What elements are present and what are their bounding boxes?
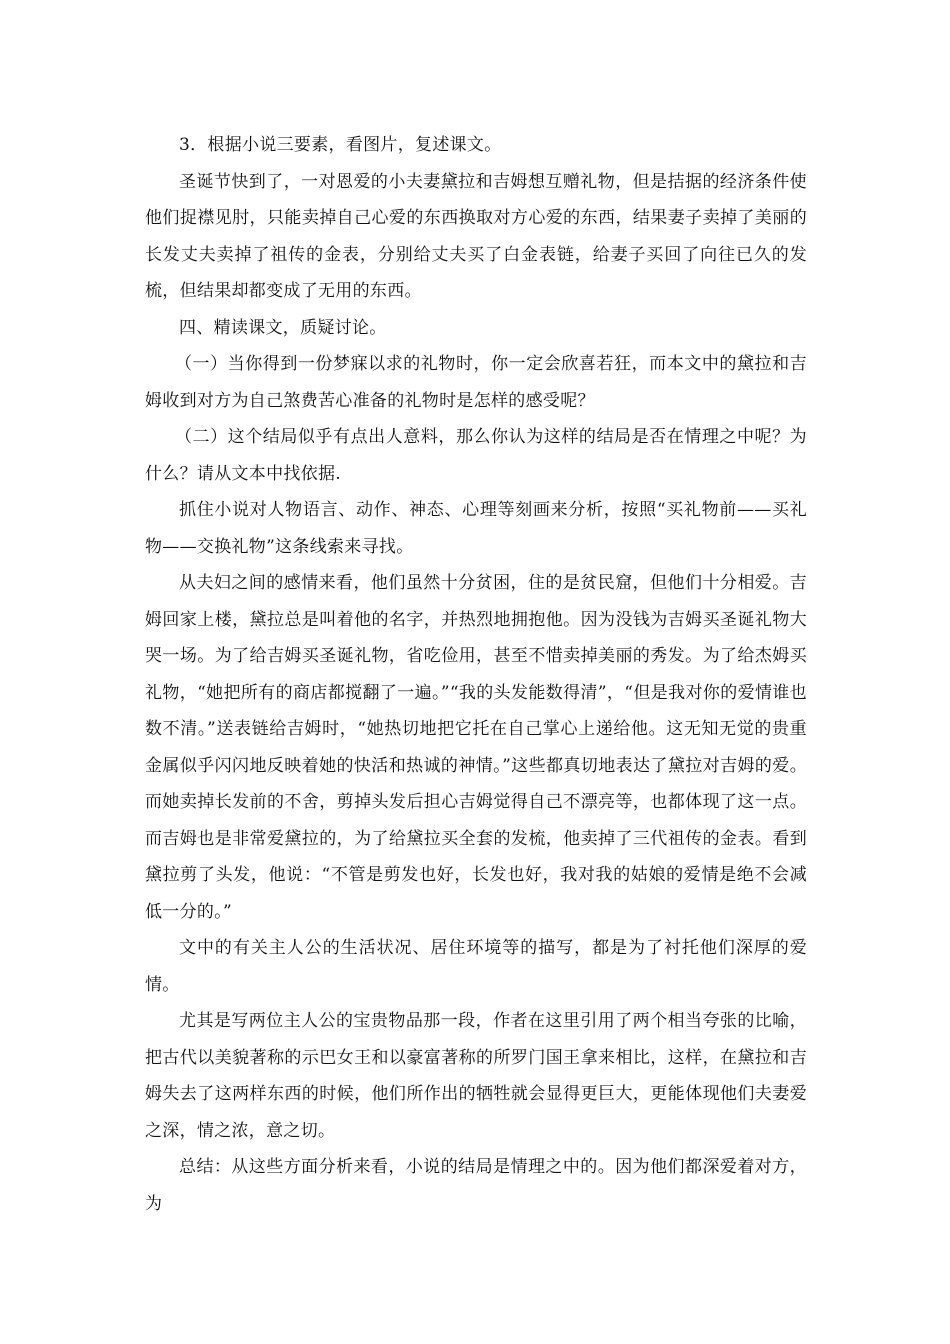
paragraph-section-four-heading: 四、精读课文，质疑讨论。	[179, 317, 387, 338]
paragraph-question-two: （二）这个结局似乎有点出人意料，那么你认为这样的结局是否在情理之中呢？为什么？请从文本中找依据.	[145, 427, 807, 484]
paragraph-retell-heading: 3．根据小说三要素，看图片，复述课文。	[179, 135, 502, 155]
paragraph-couple-feelings: 从夫妇之间的感情来看，他们虽然十分贫困，住的是贫民窟，但他们十分相爱。吉姆回家上楼，黛拉总是叫着他的名字，并热烈地拥抱他。因为没钱为吉姆买圣诞礼物大哭一场。为了给吉姆买圣诞礼物，省吃俭用，甚至不惜卖掉美丽的秀发。为了给杰姆买礼物，“她把所有的商店都搅翻了一遍。”“我的头发能数得清”，“但是我对你的爱情谁也数不清。”送表链给吉姆时，“她热切地把它托在自己掌心上递给他。这无知无觉的贵重金属似乎闪闪地反映着她的快活和热诚的神情。”这些都真切地表达了黛拉对吉姆的爱。而她卖掉长发前的不舍，剪掉头发后担心吉姆觉得自己不漂亮等，也都体现了这一点。而吉姆也是非常爱黛拉的，为了给黛拉买全套的发梳，他卖掉了三代祖传的金表。看到黛拉剪了头发，他说：“不管是剪发也好，长发也好，我对我的姑娘的爱情是绝不会减低一分的。”	[145, 573, 807, 922]
paragraph-metaphors: 尤其是写两位主人公的宝贵物品那一段，作者在这里引用了两个相当夸张的比喻，把古代以美貌著称的示巴女王和以豪富著称的所罗门国王拿来相比，这样，在黛拉和吉姆失去了这两样东西的时候，他们所作出的牺牲就会显得更巨大，更能体现他们夫妻爱之深，情之浓，意之切。	[145, 1011, 807, 1141]
paragraph-question-one: （一）当你得到一份梦寐以求的礼物时，你一定会欣喜若狂，而本文中的黛拉和吉姆收到对方为自己煞费苦心准备的礼物时是怎样的感受呢？	[145, 354, 807, 411]
paragraph-analysis-method: 抓住小说对人物语言、动作、神态、心理等刻画来分析，按照“买礼物前——买礼物——交换礼物”这条线索来寻找。	[145, 500, 807, 557]
document-page	[145, 127, 807, 1222]
paragraph-summary: 圣诞节快到了，一对恩爱的小夫妻黛拉和吉姆想互赠礼物，但是拮据的经济条件使他们捉襟见肘，只能卖掉自己心爱的东西换取对方心爱的东西，结果妻子卖掉了美丽的长发丈夫卖掉了祖传的金表，分别给丈夫买了白金表链，给妻子买回了向往已久的发梳，但结果却都变成了无用的东西。	[145, 171, 807, 301]
paragraph-living-conditions: 文中的有关主人公的生活状况、居住环境等的描写，都是为了衬托他们深厚的爱情。	[145, 938, 807, 995]
paragraph-conclusion: 总结：从这些方面分析来看，小说的结局是情理之中的。因为他们都深爱着对方，为	[145, 1157, 807, 1214]
